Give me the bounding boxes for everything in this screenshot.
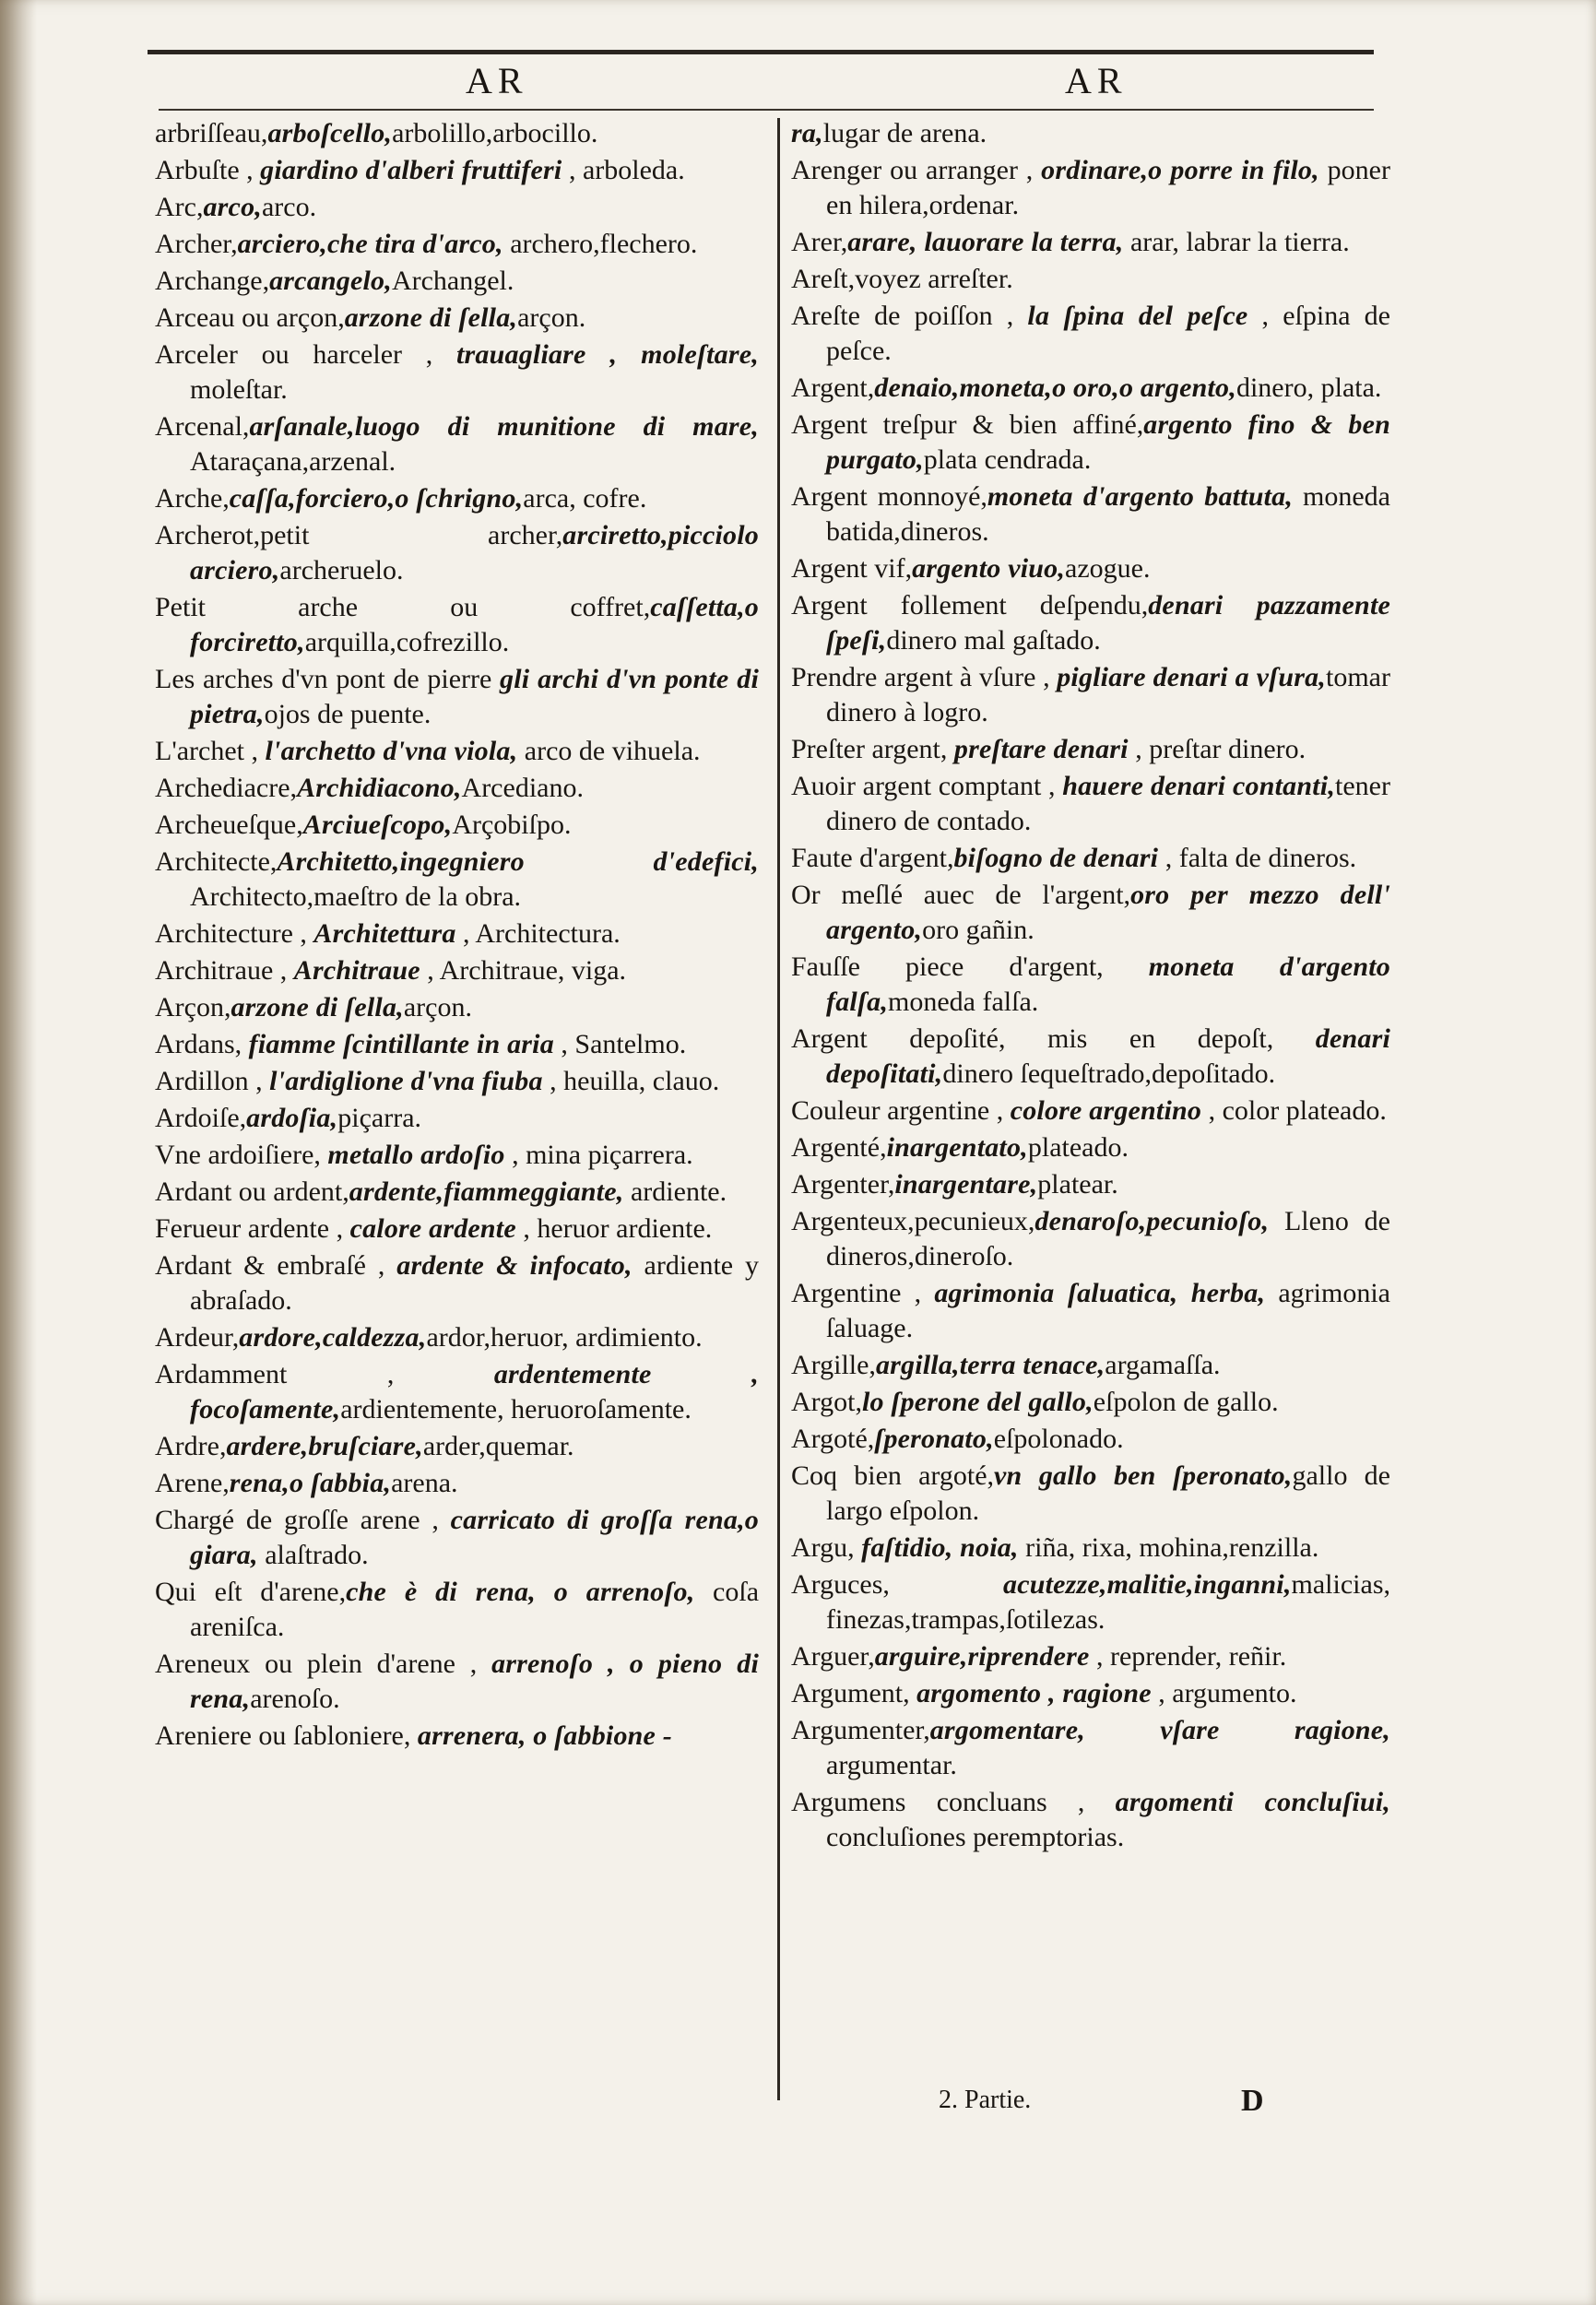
entry-spanish: eſpolonado.	[993, 1424, 1124, 1454]
entry-spanish: Archangel.	[391, 266, 514, 296]
page-footer	[791, 2086, 1390, 2130]
dictionary-entry	[791, 950, 1390, 1020]
entry-spanish: , preſtar dinero.	[1128, 734, 1306, 764]
entry-spanish: Arcediano.	[461, 773, 584, 803]
entry-italian: ardentemente , focoſamente,	[190, 1359, 759, 1424]
entry-spanish: plateado.	[1027, 1132, 1129, 1163]
entry-french: Argenté,	[791, 1132, 887, 1163]
left-column	[155, 116, 759, 1755]
entry-spanish: archero,flechero.	[502, 229, 698, 259]
entry-french: Arguer,	[791, 1641, 875, 1672]
dictionary-entry	[155, 518, 759, 588]
dictionary-entry	[155, 734, 759, 769]
dictionary-entry	[791, 479, 1390, 550]
entry-spanish: arder,quemar.	[422, 1431, 574, 1461]
entry-french: Argent monnoyé,	[791, 481, 987, 512]
entry-french: Argument,	[791, 1678, 917, 1708]
header-rule	[159, 109, 1374, 111]
top-rule	[148, 50, 1374, 54]
entry-french: Arguces,	[791, 1569, 1003, 1600]
entry-spanish: dinero mal gaſtado.	[886, 625, 1101, 656]
dictionary-entry	[791, 1204, 1390, 1274]
entry-spanish: ardiente.	[623, 1176, 727, 1207]
entry-french: Ardamment ,	[155, 1359, 494, 1389]
entry-french: Arceler ou harceler ,	[155, 339, 457, 370]
entry-spanish: Architecto,maeſtro de la obra.	[190, 881, 522, 912]
entry-french: Architraue ,	[155, 955, 294, 986]
entry-french: Arcenal,	[155, 411, 250, 442]
entry-italian: la ſpina del peſce	[1027, 301, 1248, 331]
dictionary-entry	[155, 1175, 759, 1210]
entry-french: Arenger ou arranger ,	[791, 155, 1042, 185]
entry-spanish: arenoſo.	[250, 1684, 340, 1714]
entry-italian: ardere,bruſciare,	[226, 1431, 423, 1461]
entry-spanish: arca, cofre.	[523, 483, 647, 514]
entry-spanish: ardor,heruor, ardimiento.	[426, 1322, 703, 1353]
dictionary-entry	[791, 225, 1390, 260]
entry-italian: biſogno de denari	[953, 843, 1159, 873]
entry-italian: ra,	[791, 118, 823, 148]
entry-french: Chargé de groſſe arene ,	[155, 1505, 451, 1535]
entry-italian: fiamme ſcintillante in aria	[248, 1029, 554, 1059]
entry-french: Argent depoſité, mis en depoſt,	[791, 1023, 1316, 1054]
entry-spanish: oro gañin.	[922, 915, 1034, 945]
dictionary-entry	[155, 590, 759, 660]
entry-french: arbriſſeau,	[155, 118, 268, 148]
entry-french: Arbuſte ,	[155, 155, 261, 185]
entry-italian: arare, lauorare la terra,	[847, 227, 1124, 257]
entry-spanish: piçarra.	[337, 1103, 422, 1133]
dictionary-entry	[155, 227, 759, 262]
entry-italian: rena,o ſabbia,	[229, 1468, 392, 1498]
entry-spanish: dinero, plata.	[1235, 372, 1382, 403]
dictionary-entry	[155, 1138, 759, 1173]
entry-spanish: arco de vihuela.	[517, 736, 701, 766]
entry-italian: inargentato,	[886, 1132, 1028, 1163]
entry-italian: ardore,caldezza,	[239, 1322, 427, 1353]
entry-french: Arche,	[155, 483, 230, 514]
dictionary-entry	[155, 481, 759, 516]
column-divider	[777, 118, 780, 2100]
entry-french: Archediacre,	[155, 773, 298, 803]
entry-french: Architecte,	[155, 846, 278, 877]
entry-spanish: arena.	[391, 1468, 458, 1498]
entry-spanish: arbolillo,arbocillo.	[392, 118, 598, 148]
dictionary-entry	[155, 301, 759, 336]
dictionary-entry	[791, 408, 1390, 478]
entry-spanish: , mina piçarrera.	[504, 1140, 693, 1170]
entry-italian: arzone di ſella,	[344, 302, 518, 333]
entry-italian: arciero,che tira d'arco,	[237, 229, 503, 259]
dictionary-entry	[791, 1713, 1390, 1783]
entry-italian: arco,	[203, 192, 262, 222]
dictionary-entry	[155, 1357, 759, 1427]
dictionary-entry	[155, 1212, 759, 1247]
entry-spanish: riña, rixa, mohina,renzilla.	[1018, 1532, 1319, 1563]
entry-french: Vne ardoiſiere,	[155, 1140, 328, 1170]
entry-french: Archange,	[155, 266, 270, 296]
entry-italian: denaroſo,pecunioſo,	[1034, 1206, 1270, 1236]
entry-french: Preſter argent,	[791, 734, 954, 764]
entry-italian: colore argentino	[1010, 1095, 1202, 1126]
dictionary-entry	[155, 153, 759, 188]
entry-french: Areſte de poiſſon ,	[791, 301, 1028, 331]
dictionary-entry	[791, 299, 1390, 369]
entry-spanish: , arboleda.	[562, 155, 685, 185]
dictionary-entry	[791, 551, 1390, 586]
entry-french: Les arches d'vn pont de pierre	[155, 664, 500, 694]
entry-italian: oro per mezzo dell' argento,	[826, 880, 1390, 945]
entry-italian: che è di rena, o arrenoſo,	[346, 1577, 695, 1607]
entry-spanish: Lleno de dineros,dineroſo.	[826, 1206, 1390, 1271]
entry-italian: Archidiacono,	[297, 773, 462, 803]
entry-italian: hauere denari contanti,	[1062, 771, 1336, 801]
entry-french: Arçon,	[155, 992, 231, 1022]
entry-italian: caſſa,forciero,o ſchrigno,	[229, 483, 524, 514]
dictionary-entry	[155, 409, 759, 479]
entry-spanish: Ataraçana,arzenal.	[190, 446, 396, 477]
dictionary-entry	[155, 808, 759, 843]
entry-italian: arſanale,luogo di munitione di mare,	[249, 411, 759, 442]
entry-italian: preſtare denari	[953, 734, 1129, 764]
entry-french: Petit arche ou coffret,	[155, 592, 651, 622]
entry-french: Argent treſpur & bien affiné,	[791, 409, 1144, 440]
entry-italian: caſſetta,o forciretto,	[190, 592, 759, 657]
dictionary-entry	[155, 1064, 759, 1099]
dictionary-entry	[791, 1093, 1390, 1129]
entry-italian: moneta d'argento battuta,	[987, 481, 1294, 512]
entry-italian: argento viuo,	[912, 553, 1066, 584]
entry-spanish: moleſtar.	[190, 374, 288, 405]
entry-spanish: ojos de puente.	[264, 699, 432, 729]
entry-french: Argent vif,	[791, 553, 913, 584]
entry-spanish: , heruor ardiente.	[515, 1213, 713, 1244]
entry-italian: Architetto,ingegniero d'edefici,	[277, 846, 759, 877]
dictionary-entry	[155, 1503, 759, 1573]
right-column	[791, 116, 1390, 1857]
entry-french: Architecture ,	[155, 918, 314, 949]
entry-italian: giardino d'alberi fruttiferi	[260, 155, 562, 185]
entry-spanish: poner en hilera,ordenar.	[826, 155, 1390, 220]
entry-italian: ardoſia,	[246, 1103, 338, 1133]
entry-italian: arguire,riprendere	[874, 1641, 1090, 1672]
entry-french: Fauſſe piece d'argent,	[791, 952, 1149, 982]
dictionary-entry	[791, 1531, 1390, 1566]
dictionary-entry	[791, 841, 1390, 876]
entry-french: Argenter,	[791, 1169, 895, 1200]
entry-italian: ardente,fiammeggiante,	[349, 1176, 624, 1207]
entry-italian: acutezze,malitie,inganni,	[1003, 1569, 1292, 1600]
dictionary-entry	[791, 588, 1390, 658]
dictionary-entry	[155, 990, 759, 1025]
entry-french: Archerot,petit archer,	[155, 520, 563, 550]
binding-shadow	[0, 0, 37, 2305]
entry-french: Coq bien argoté,	[791, 1460, 995, 1491]
entry-spanish: argumentar.	[826, 1750, 957, 1780]
dictionary-entry	[791, 1422, 1390, 1457]
entry-italian: Architettura	[313, 918, 456, 949]
entry-french: Argent follement deſpendu,	[791, 590, 1149, 621]
dictionary-entry	[791, 1459, 1390, 1529]
entry-spanish: azogue.	[1065, 553, 1151, 584]
dictionary-entry	[155, 1320, 759, 1355]
entry-italian: arboſcello,	[267, 118, 393, 148]
entry-spanish: concluſiones peremptorias.	[826, 1822, 1125, 1852]
entry-french: Ardeur,	[155, 1322, 240, 1353]
entry-french: Argu,	[791, 1532, 862, 1563]
entry-italian: ardente & infocato,	[396, 1250, 632, 1281]
dictionary-entry	[791, 1385, 1390, 1420]
dictionary-entry	[791, 769, 1390, 839]
entry-italian: carricato di groſſa rena,o giara,	[190, 1505, 759, 1570]
dictionary-entry	[791, 1167, 1390, 1202]
entry-french: Argentine ,	[791, 1278, 935, 1308]
dictionary-entry	[791, 371, 1390, 406]
entry-spanish: ardiente y abraſado.	[190, 1250, 760, 1316]
entry-italian: lo ſperone del gallo,	[861, 1387, 1094, 1417]
entry-italian: Arciueſcopo,	[302, 810, 453, 840]
dictionary-entry	[791, 1130, 1390, 1165]
entry-italian: gli archi d'vn ponte di pietra,	[190, 664, 759, 729]
entry-french: Ardre,	[155, 1431, 227, 1461]
dictionary-entry	[791, 1785, 1390, 1855]
gathering-letter: D	[1241, 2084, 1264, 2118]
entry-french: Prendre argent à vſure ,	[791, 662, 1058, 692]
entry-italian: ſperonato,	[874, 1424, 994, 1454]
dictionary-entry	[791, 878, 1390, 948]
dictionary-entry	[791, 153, 1390, 223]
entry-french: Ardoiſe,	[155, 1103, 247, 1133]
entry-spanish: moneda falſa.	[888, 987, 1039, 1017]
entry-french: Ferueur ardente ,	[155, 1213, 350, 1244]
entry-french: Ardillon ,	[155, 1066, 270, 1096]
entry-spanish: malicias, finezas,trampas,ſotilezas.	[826, 1569, 1390, 1635]
entry-french: Or meſlé auec de l'argent,	[791, 880, 1131, 910]
entry-french: Qui eſt d'arene,	[155, 1577, 347, 1607]
signature-mark: 2. Partie.	[939, 2086, 1032, 2114]
dictionary-entry	[155, 337, 759, 408]
entry-italian: moneta d'argento falſa,	[826, 952, 1390, 1017]
dictionary-entry	[155, 953, 759, 988]
dictionary-entry	[155, 1575, 759, 1645]
entry-french: Ardans,	[155, 1029, 249, 1059]
entry-italian: argomenti concluſiui,	[1115, 1787, 1390, 1817]
entry-spanish: tomar dinero à logro.	[826, 662, 1390, 727]
entry-italian: ordinare,o porre in filo,	[1041, 155, 1319, 185]
entry-italian: calore ardente	[349, 1213, 516, 1244]
running-header	[148, 59, 1374, 105]
entry-italian: pigliare denari a vſura,	[1057, 662, 1326, 692]
entry-french: Argoté,	[791, 1424, 875, 1454]
dictionary-entry	[791, 1276, 1390, 1346]
entry-spanish: alaſtrado.	[257, 1540, 369, 1570]
dictionary-entry	[155, 916, 759, 952]
entry-italian: arcangelo,	[269, 266, 392, 296]
entry-italian: argomentare, vſare ragione,	[929, 1715, 1390, 1745]
entry-spanish: platear.	[1037, 1169, 1118, 1200]
entry-italian: arrenera, o ſabbione -	[417, 1720, 672, 1751]
entry-french: Argille,	[791, 1350, 876, 1380]
dictionary-entry	[155, 662, 759, 732]
entry-italian: arrenoſo , o pieno di rena,	[190, 1649, 759, 1714]
entry-french: Areſt,voyez arreſter.	[791, 264, 1013, 294]
entry-italian: argilla,terra tenace,	[875, 1350, 1105, 1380]
entry-italian: denari pazzamente ſpeſi,	[826, 590, 1390, 656]
entry-italian: vn gallo ben ſperonato,	[994, 1460, 1293, 1491]
dictionary-entry	[155, 1101, 759, 1136]
entry-spanish: plata cendrada.	[923, 444, 1092, 475]
dictionary-entry	[155, 771, 759, 806]
entry-french: Couleur argentine ,	[791, 1095, 1011, 1126]
entry-spanish: moneda batida,dineros.	[826, 481, 1390, 547]
entry-italian: faſtidio, noia,	[861, 1532, 1019, 1563]
entry-italian: l'archetto d'vna viola,	[265, 736, 518, 766]
entry-italian: arzone di ſella,	[231, 992, 404, 1022]
dictionary-entry	[791, 1639, 1390, 1674]
entry-french: Argent,	[791, 372, 875, 403]
entry-italian: l'ardiglione d'vna fiuba	[269, 1066, 543, 1096]
entry-french: Archer,	[155, 229, 238, 259]
entry-italian: agrimonia ſaluatica, herba,	[934, 1278, 1266, 1308]
dictionary-entry	[155, 1248, 759, 1318]
entry-french: Areniere ou ſabloniere,	[155, 1720, 418, 1751]
dictionary-entry	[155, 1027, 759, 1062]
entry-french: Ardant ou ardent,	[155, 1176, 349, 1207]
entry-spanish: , Santelmo.	[553, 1029, 687, 1059]
entry-spanish: arco.	[261, 192, 317, 222]
entry-spanish: ardientemente, heruoroſamente.	[340, 1394, 692, 1424]
entry-italian: metallo ardoſio	[327, 1140, 505, 1170]
entry-french: Arene,	[155, 1468, 230, 1498]
dictionary-entry	[791, 660, 1390, 730]
entry-italian: inargentare,	[894, 1169, 1038, 1200]
entry-spanish: coſa areniſca.	[190, 1577, 760, 1642]
entry-french: L'archet ,	[155, 736, 266, 766]
entry-spanish: Arçobiſpo.	[452, 810, 572, 840]
entry-french: Auoir argent comptant ,	[791, 771, 1063, 801]
dictionary-entry	[791, 1567, 1390, 1637]
entry-spanish: , reprender, reñir.	[1089, 1641, 1287, 1672]
entry-spanish: archeruelo.	[279, 555, 404, 585]
entry-spanish: arçon.	[517, 302, 586, 333]
entry-spanish: arar, labrar la tierra.	[1123, 227, 1350, 257]
entry-french: Ardant & embraſé ,	[155, 1250, 397, 1281]
dictionary-entry	[155, 264, 759, 299]
entry-spanish: argamaſſa.	[1105, 1350, 1221, 1380]
dictionary-entry	[791, 1022, 1390, 1092]
entry-spanish: agrimonia ſaluage.	[826, 1278, 1390, 1343]
entry-french: Arceau ou arçon,	[155, 302, 345, 333]
entry-italian: argomento , ragione	[916, 1678, 1152, 1708]
dictionary-entry	[155, 1466, 759, 1501]
dictionary-entry	[155, 1647, 759, 1717]
entry-spanish: , Architectura.	[455, 918, 621, 949]
entry-spanish: , Architraue, viga.	[420, 955, 627, 986]
entry-italian: trauagliare , moleſtare,	[456, 339, 759, 370]
entry-french: Argumens concluans ,	[791, 1787, 1116, 1817]
entry-italian: denaio,moneta,o oro,o argento,	[874, 372, 1236, 403]
entry-spanish: , argumento.	[1151, 1678, 1297, 1708]
entry-spanish: , falta de dineros.	[1158, 843, 1357, 873]
entry-french: Argumenter,	[791, 1715, 930, 1745]
dictionary-entry	[155, 845, 759, 915]
entry-french: Arer,	[791, 227, 848, 257]
entry-italian: Architraue	[293, 955, 420, 986]
dictionary-entry	[791, 262, 1390, 297]
header-right: AR	[1065, 60, 1128, 101]
entry-spanish: , heuilla, clauo.	[542, 1066, 720, 1096]
dictionary-entry	[791, 732, 1390, 767]
entry-italian: denari depoſitati,	[826, 1023, 1390, 1089]
entry-spanish: arquilla,cofrezillo.	[304, 627, 510, 657]
dictionary-entry	[791, 116, 1390, 151]
entry-italian: arciretto,picciolo arciero,	[190, 520, 759, 585]
entry-spanish: gallo de largo eſpolon.	[826, 1460, 1390, 1526]
entry-french: Arc,	[155, 192, 204, 222]
dictionary-entry	[791, 1676, 1390, 1711]
entry-spanish: , eſpina de peſce.	[826, 301, 1390, 366]
entry-spanish: tener dinero de contado.	[826, 771, 1390, 836]
entry-french: Areneux ou plein d'arene ,	[155, 1649, 492, 1679]
header-left: AR	[466, 60, 528, 101]
entry-french: Archeueſque,	[155, 810, 303, 840]
entry-french: Faute d'argent,	[791, 843, 954, 873]
entry-spanish: , color plateado.	[1201, 1095, 1387, 1126]
entry-spanish: arçon.	[403, 992, 472, 1022]
entry-spanish: lugar de arena.	[822, 118, 987, 148]
dictionary-entry	[791, 1348, 1390, 1383]
entry-spanish: dinero ſequeſtrado,depoſitado.	[942, 1058, 1276, 1089]
entry-spanish: eſpolon de gallo.	[1093, 1387, 1279, 1417]
dictionary-entry	[155, 1719, 759, 1754]
dictionary-entry	[155, 1429, 759, 1464]
dictionary-entry	[155, 190, 759, 225]
entry-french: Argenteux,pecunieux,	[791, 1206, 1035, 1236]
entry-french: Argot,	[791, 1387, 862, 1417]
entry-italian: argento fino & ben purgato,	[826, 409, 1390, 475]
dictionary-entry	[155, 116, 759, 151]
